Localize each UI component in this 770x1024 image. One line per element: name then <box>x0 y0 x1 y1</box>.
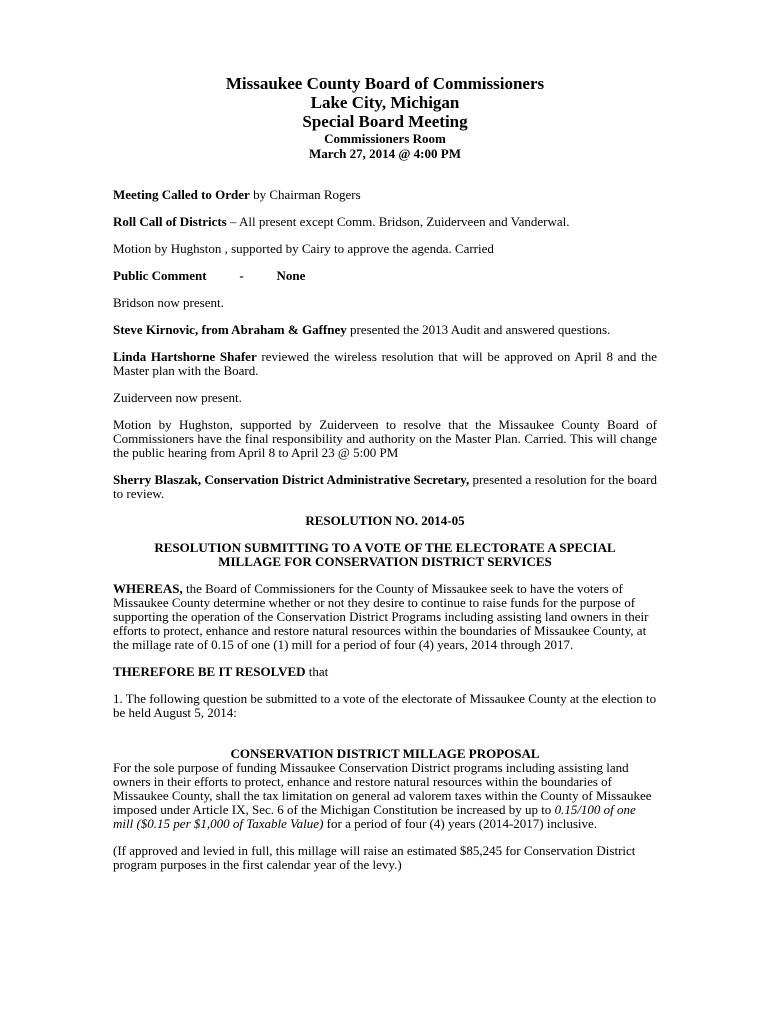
whereas-label: WHEREAS, <box>113 581 183 596</box>
roll-call-text: – All present except Comm. Bridson, Zuiderveen and Vanderwal. <box>226 214 570 229</box>
called-to-order <box>113 188 657 202</box>
wireless-text: reviewed the wireless resolution that will be approved on April 8 and the Master plan with the Board. <box>113 349 657 378</box>
header-room: Commissioners Room <box>324 131 446 146</box>
roll-call <box>113 215 657 229</box>
public-comment <box>113 269 657 283</box>
motion-master-plan: Motion by Hughston, supported by Zuiderveen to resolve that the Missaukee County Board of Commissioners have the final responsibility and authority on the Master Plan. Carried. This will change the public hearing from April 8 to April 23 @ 5:00 PM <box>113 417 657 460</box>
therefore-text: that <box>305 664 329 679</box>
audit-label: Steve Kirnovic, from Abraham & Gaffney <box>113 322 347 337</box>
therefore-paragraph <box>113 665 657 679</box>
roll-call-label: Roll Call of Districts <box>113 214 227 229</box>
resolution-title <box>113 541 657 569</box>
resolution-number-text: RESOLUTION NO. 2014-05 <box>305 513 465 528</box>
bridson-present: Bridson now present. <box>113 295 224 310</box>
public-comment-label: Public Comment <box>113 268 207 283</box>
audit-presentation <box>113 323 657 337</box>
wireless-review <box>113 350 657 378</box>
resolution-item-1: 1. The following question be submitted to a vote of the electorate of Missaukee County at the election to be held August 5, 2014: <box>113 691 657 720</box>
blaszak-text: presented a resolution for the board to review. <box>113 472 657 501</box>
resolution-title-line1: RESOLUTION SUBMITTING TO A VOTE OF THE ELECTORATE A SPECIAL <box>154 540 616 555</box>
therefore-label: THEREFORE BE IT RESOLVED <box>113 664 306 679</box>
motion-agenda: Motion by Hughston , supported by Cairy to approve the agenda. Carried <box>113 241 494 256</box>
public-comment-dash: - <box>239 268 244 283</box>
header-board-name: Missaukee County Board of Commissioners <box>225 74 545 93</box>
proposal-text-a: For the sole purpose of funding Missaukee Conservation District programs including assisting land owners in their efforts to protect, enhance and restore natural resources within the boundaries of Missaukee County, shall the tax limitation on general ad valorem taxes within the County of Missaukee imposed under Article IX, Sec. 6 of the Michigan Constitution be increased by up to <box>113 760 652 817</box>
wireless-label: Linda Hartshorne Shafer <box>113 349 257 364</box>
whereas-paragraph <box>113 582 657 652</box>
blaszak-presentation <box>113 473 657 501</box>
zuiderveen-present: Zuiderveen now present. <box>113 390 242 405</box>
resolution-title-line2: MILLAGE FOR CONSERVATION DISTRICT SERVICES <box>218 554 552 569</box>
public-comment-value: None <box>276 268 306 283</box>
proposal-title-text: CONSERVATION DISTRICT MILLAGE PROPOSAL <box>230 746 540 761</box>
whereas-text: the Board of Commissioners for the County of Missaukee seek to have the voters of Missaukee County determine whether or not they desire to continue to raise funds for the purpose of supporting the operation of the Conservation District Programs including assisting land owners in their efforts to protect, enhance and restore natural resources within the boundaries of Missaukee County, at the millage rate of 0.15 of one (1) mill for a period of four (4) years, 2014 through 2017. <box>113 581 649 652</box>
blaszak-label: Sherry Blaszak, Conservation District Administrative Secretary, <box>113 472 470 487</box>
header-location: Lake City, Michigan <box>310 93 460 112</box>
called-to-order-text: by Chairman Rogers <box>249 187 361 202</box>
resolution-number <box>113 514 657 528</box>
millage-estimate: (If approved and levied in full, this millage will raise an estimated $85,245 for Conservation District program purposes in the first calendar year of the levy.) <box>113 843 636 872</box>
called-to-order-label: Meeting Called to Order <box>113 187 250 202</box>
document-content <box>113 74 657 872</box>
proposal-text <box>113 761 657 831</box>
document-header <box>113 74 657 161</box>
header-meeting-type: Special Board Meeting <box>302 112 468 131</box>
audit-text: presented the 2013 Audit and answered questions. <box>346 322 611 337</box>
header-date: March 27, 2014 @ 4:00 PM <box>309 146 461 161</box>
proposal-text-italic: 0.15/100 of one mill ($0.15 per $1,000 of Taxable Value) <box>113 802 636 831</box>
proposal-title <box>113 747 657 761</box>
proposal-text-b: for a period of four (4) years (2014-2017) inclusive. <box>323 816 598 831</box>
